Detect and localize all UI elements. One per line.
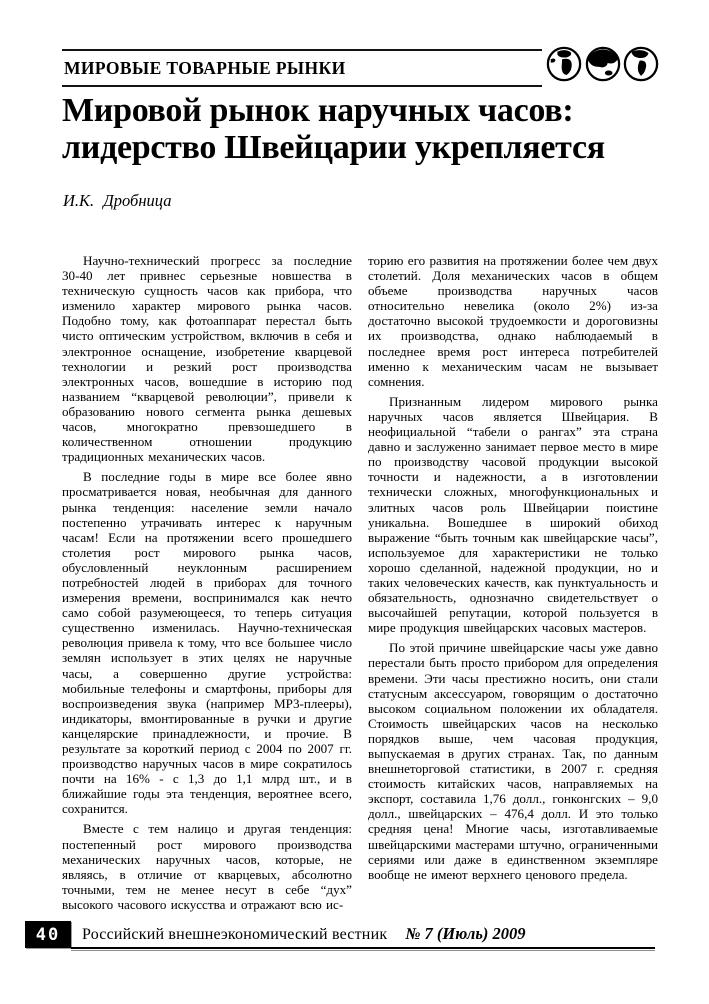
author-name: И.К. Дробница: [63, 191, 172, 210]
paragraph: Научно-технический прогресс за последние 30-40 лет привнес серьезные новшества в техническую сущность часов как прибора, что изменило характер мирового рынка часов. Подобно тому, как фотоаппарат перестал быть чисто оптическим устройством, включив в себя и электронное оснащение, изобретение кварцевой технологии и резкий рост производства электронных часов, вошедшие в историю под названием “кварцевой революции”, привели к образованию нового сегмента рынка дешевых часов, многократно превзошедшего в количественном отношении продукцию традиционных механических часов.: [62, 253, 352, 465]
journal-title: Российский внешнеэкономический вестник: [82, 926, 388, 943]
globe-americas-icon: [623, 45, 659, 83]
left-column: [62, 253, 352, 915]
article-title-line1: Мировой рынок наручных часов:: [62, 92, 574, 129]
right-column: [368, 253, 658, 915]
footer-rule: [71, 947, 655, 951]
paragraph: Вместе с тем налицо и другая тенденция: постепенный рост мирового производства механических наручных часов, которые, не являясь, в отличие от кварцевых, абсолютно точными, тем не менее несут в себе “дух” высокого часового искусства и отражают всю ис-: [62, 821, 352, 912]
article-title: [62, 92, 662, 166]
article-title-line2: лидерство Швейцарии укрепляется: [62, 129, 605, 166]
globe-icons-group: [546, 44, 659, 84]
globe-europe-africa-icon: [546, 45, 582, 83]
section-header: МИРОВЫЕ ТОВАРНЫЕ РЫНКИ: [62, 49, 542, 87]
paragraph: Признанным лидером мирового рынка наручных часов является Швейцария. В неофициальной “табели о рангах” эта страна давно и заслуженно занимает первое место в мире по производству часовой продукции высокой точности и надежности, а в изготовлении технически сложных, многофункциональных и элитных часов роль Швейцарии поистине уникальна. Вошедшее в широкий обиход выражение “быть точным как швейцарские часы”, используемое для характеристики не только хорошо сделанной, надежной продукции, но и таких человеческих качеств, как пунктуальность и обязательность, однозначно свидетельствует о высочайшей репутации, которой пользуется в мире продукция швейцарских часовых мастеров.: [368, 393, 658, 636]
paragraph-continuation: торию его развития на протяжении более чем двух столетий. Доля механических часов в общем объеме производства наручных часов относительно невелика (около 2%) из-за достаточно высокой трудоемкости и дороговизны их производства, однако наблюдаемый в последнее время рост интереса потребителей именно к механическим часам не вызывает сомнения.: [368, 253, 658, 389]
globe-asia-icon: [585, 45, 621, 83]
article-body: [62, 253, 658, 915]
footer: [82, 924, 652, 944]
issue-label: № 7 (Июль) 2009: [405, 924, 526, 943]
page-number-badge: 40: [25, 921, 71, 948]
paragraph: По этой причине швейцарские часы уже давно перестали быть просто прибором для определения времени. Эти часы престижно носить, они стали статусным аксессуаром, говорящим о достаточно высоком социальном положении их обладателя. Стоимость швейцарских часов на несколько порядков выше, чем часовая продукция, выпускаемая в других странах. Так, по данным внешнеторговой статистики, в 2007 г. средняя стоимость китайских часов, направляемых на экспорт, составила 1,76 долл., гонконгских – 9,0 долл., швейцарских – 476,4 долл. И это только средняя цена! Многие часы, изготавливаемые швейцарскими мастерами штучно, ограниченными сериями или даже в единственном экземпляре вообще не имеют верхнего ценового предела.: [368, 640, 658, 882]
paragraph: В последние годы в мире все более явно просматривается новая, необычная для данного рынка тенденция: население земли начало постепенно утрачивать интерес к наручным часам! Если на протяжении всего прошедшего столетия рост мирового рынка часов, обусловленный неуклонным расширением потребностей людей в приборах для точного измерения времени, воспринимался как нечто само собой разумеющееся, то теперь ситуация существенно изменилась. Научно-техническая революция привела к тому, что все большее число землян использует в этих целях не наручные часы, а совершенно другие устройства: мобильные телефоны и смартфоны, приборы для воспроизведения звука (например МР3-плееры), индикаторы, вмонтированные в ручки и другие канцелярские принадлежности, и прочие. В результате за короткий период с 2004 по 2007 гг. производство наручных часов в мире сократилось почти на 16% - с 1,3 до 1,1 млрд шт., и в ближайшие годы эта тенденция, вероятнее всего, сохранится.: [62, 469, 352, 817]
